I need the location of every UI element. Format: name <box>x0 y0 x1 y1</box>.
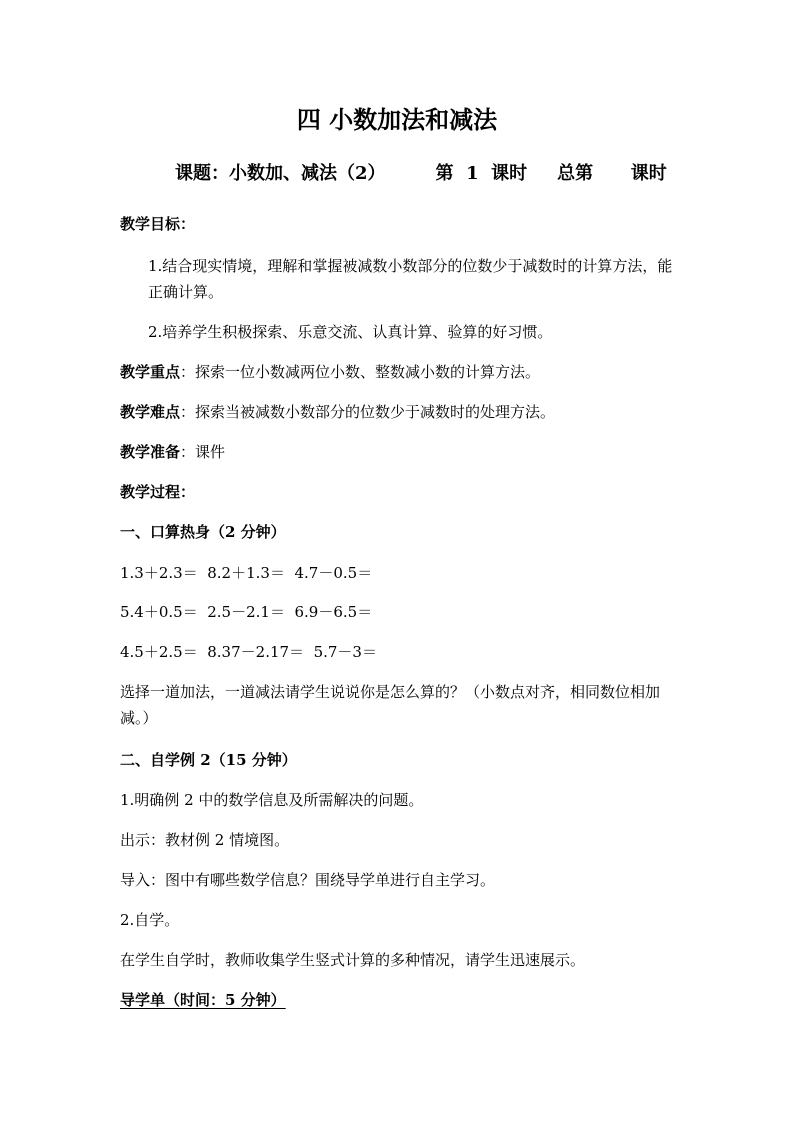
teaching-focus <box>120 362 680 382</box>
section2-heading: 二、自学例 2（15 分钟） <box>120 751 297 769</box>
teaching-focus-label: 教学重点 <box>120 363 181 381</box>
teaching-focus-text: ：探索一位小数减两位小数、整数减小数的计算方法。 <box>180 363 541 381</box>
teaching-difficulty-label: 教学难点 <box>120 403 181 421</box>
section1-note: 选择一道加法，一道减法请学生说说你是怎么算的？（小数点对齐，相同数位相加减。） <box>120 683 661 727</box>
objectives-heading: 教学目标： <box>120 215 196 233</box>
lesson-topic: 课题：小数加、减法（2） <box>175 163 386 184</box>
section2-show: 出示：教材例 2 情境图。 <box>120 831 290 849</box>
guide-sheet-heading: 导学单（时间：5 分钟） <box>120 991 286 1009</box>
objective-item-1-text: 1.结合现实情境，理解和掌握被减数小数部分的位数少于减数时的计算方法，能正确计算。 <box>148 257 673 301</box>
section2-teacher-note: 在学生自学时，教师收集学生竖式计算的多种情况，请学生迅速展示。 <box>120 951 586 969</box>
lesson-period: 第 1 课时 <box>435 163 528 184</box>
section1-heading: 一、口算热身（2 分钟） <box>120 523 286 541</box>
objective-item-1 <box>148 253 680 305</box>
section2-step2: 2.自学。 <box>120 911 180 929</box>
document-title: 四 小数加法和减法 <box>296 105 498 134</box>
teaching-preparation <box>120 442 680 462</box>
lesson-total: 总第 课时 <box>557 163 667 184</box>
mental-math-row-2: 5.4＋0.5＝ 2.5－2.1＝ 6.9－6.5＝ <box>120 603 373 621</box>
teaching-preparation-text: ：课件 <box>180 443 226 461</box>
objective-item-2: 2.培养学生积极探索、乐意交流、认真计算、验算的好习惯。 <box>148 323 553 341</box>
mental-math-row-1: 1.3＋2.3＝ 8.2＋1.3＝ 4.7－0.5＝ <box>120 564 373 582</box>
process-heading: 教学过程： <box>120 483 196 501</box>
teaching-difficulty-text: ：探索当被减数小数部分的位数少于减数时的处理方法。 <box>180 403 556 421</box>
lesson-subtitle <box>175 162 667 186</box>
mental-math-row-3: 4.5＋2.5＝ 8.37－2.17＝ 5.7－3＝ <box>120 643 377 661</box>
section2-step1: 1.明确例 2 中的数学信息及所需解决的问题。 <box>120 791 424 809</box>
teaching-preparation-label: 教学准备 <box>120 443 181 461</box>
section2-intro: 导入：图中有哪些数学信息？围绕导学单进行自主学习。 <box>120 871 496 889</box>
teaching-difficulty <box>120 402 680 422</box>
